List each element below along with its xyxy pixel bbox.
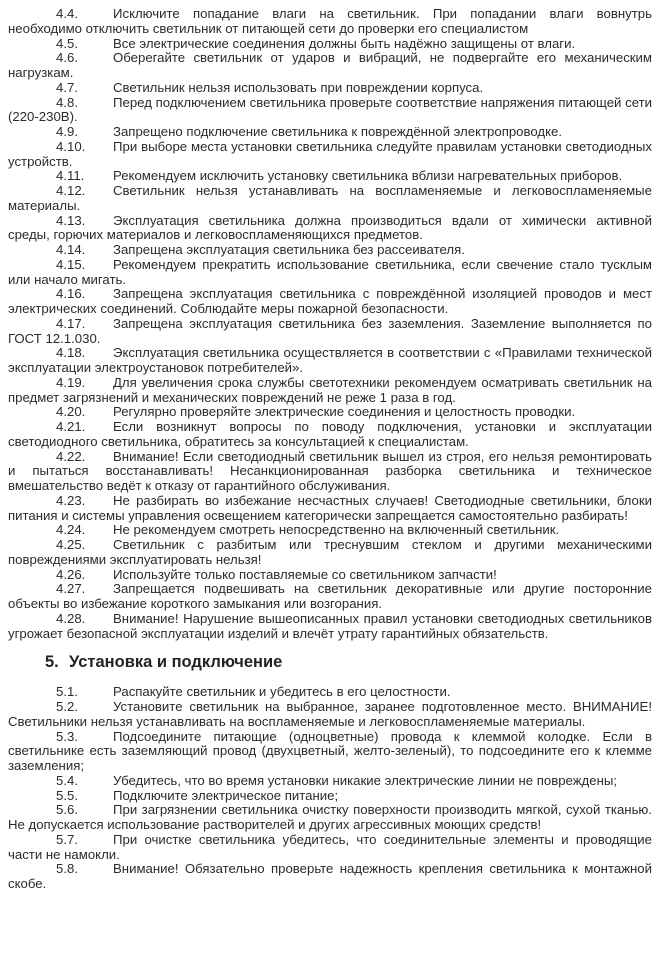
rule-text: Оберегайте светильник от ударов и вибраций, не подвергайте его механическим нагрузкам. — [8, 50, 652, 80]
rule-text: Подсоедините питающие (одноцветные) провода к клеммой колодке. Если в светильнике есть заземляющий провод (двухцветный, желто-зеленый), то подсоедините его к клемме заземления; — [8, 728, 652, 773]
rule-text: Запрещена эксплуатация светильника с повреждённой изоляцией проводов и мест электрических соединений. Соблюдайте меры пожарной безопасности. — [8, 286, 652, 316]
rule-number: 4.14. — [56, 242, 86, 257]
rule-number: 4.24. — [56, 522, 86, 538]
rule-paragraph — [8, 789, 652, 804]
rule-text: Перед подключением светильника проверьте соответствие напряжения питающей сети (220-230В). — [8, 94, 652, 125]
rule-paragraph — [8, 243, 652, 258]
section-4-safety-rules — [8, 7, 652, 641]
rule-paragraph — [8, 346, 652, 376]
rule-text: Распакуйте светильник и убедитесь в его целостности. — [113, 684, 451, 700]
rule-number: 4.4. — [56, 6, 78, 21]
rule-text: Убедитесь, что во время установки никакие электрические линии не повреждены; — [113, 772, 618, 788]
rule-text: Светильник нельзя использовать при повреждении корпуса. — [113, 79, 484, 95]
rule-number: 5.5. — [56, 787, 78, 803]
rule-number: 4.7. — [56, 79, 78, 95]
rule-text: При загрязнении светильника очистку поверхности производить мягкой, сухой тканью. Не допускается использование растворителей и других агрессивных моющих средств! — [8, 802, 652, 832]
rule-number: 4.13. — [56, 212, 86, 228]
rule-text: При выборе места установки светильника следуйте правилам установки светодиодных устройств. — [8, 138, 652, 169]
rule-text: При очистке светильника убедитесь, что соединительные элементы и проводящие части не намокли. — [8, 831, 652, 862]
rule-paragraph — [8, 568, 652, 583]
rule-paragraph — [8, 287, 652, 317]
rule-text: Запрещена эксплуатация светильника без заземления. Заземление выполняется по ГОСТ 12.1.030. — [8, 315, 652, 346]
rule-text: Эксплуатация светильника должна производиться вдали от химически активной среды, горючих материалов и легковоспламеняющихся предметов. — [8, 212, 652, 243]
rule-number: 4.10. — [56, 138, 86, 154]
rule-text: Установите светильник на выбранное, заранее подготовленное место. ВНИМАНИЕ! Светильники нельзя устанавливать на воспламеняемые и легковоспламеняемые материалы. — [8, 699, 652, 729]
rule-paragraph — [8, 258, 652, 288]
rule-number: 5.7. — [56, 831, 78, 847]
rule-paragraph — [8, 582, 652, 612]
rule-text: Светильник нельзя устанавливать на воспламеняемые и легковоспламеняемые материалы. — [8, 183, 652, 213]
rule-paragraph — [8, 317, 652, 347]
rule-paragraph — [8, 685, 652, 700]
rule-text: Подключите электрическое питание; — [113, 787, 339, 803]
rule-paragraph — [8, 523, 652, 538]
rule-paragraph — [8, 96, 652, 126]
rule-number: 4.17. — [56, 315, 86, 331]
rule-paragraph — [8, 862, 652, 892]
rule-paragraph — [8, 612, 652, 642]
rule-number: 4.15. — [56, 256, 86, 272]
rule-paragraph — [8, 81, 652, 96]
section-5-heading-title: Установка и подключение — [69, 653, 283, 672]
rule-paragraph — [8, 7, 652, 37]
rule-paragraph — [8, 420, 652, 450]
rule-paragraph — [8, 730, 652, 774]
rule-number: 4.18. — [56, 345, 86, 361]
section-5-heading-number: 5. — [45, 653, 59, 672]
rule-number: 4.22. — [56, 448, 86, 464]
rule-text: Запрещается подвешивать на светильник декоративные или другие посторонние объекты во избежание короткого замыкания или возгорания. — [8, 581, 652, 611]
rule-text: Внимание! Обязательно проверьте надежность крепления светильника к монтажной скобе. — [8, 861, 652, 891]
rule-text: Не разбирать во избежание несчастных случаев! Светодиодные светильники, блоки питания и системы управления освещением категорически запрещается самостоятельно разбирать! — [8, 492, 652, 523]
rule-number: 4.9. — [56, 124, 78, 139]
rule-text: Все электрические соединения должны быть надёжно защищены от влаги. — [113, 35, 576, 51]
rule-paragraph — [8, 494, 652, 524]
rule-paragraph — [8, 450, 652, 494]
rule-number: 4.27. — [56, 581, 86, 597]
rule-number: 4.21. — [56, 419, 86, 434]
rule-text: Для увеличения срока службы светотехники рекомендуем осматривать светильник на предмет загрязнений и механических повреждений не реже 1 раза в год. — [8, 374, 652, 405]
rule-number: 4.8. — [56, 94, 78, 110]
section-5-heading — [8, 653, 652, 672]
rule-number: 4.25. — [56, 537, 86, 552]
rule-text: Светильник с разбитым или треснувшим стеклом и другими механическими повреждениями эксплуатировать нельзя! — [8, 537, 652, 567]
rule-text: Рекомендуем прекратить использование светильника, если свечение стало тусклым или начало мигать. — [8, 256, 652, 287]
rule-paragraph — [8, 125, 652, 140]
rule-text: Внимание! Нарушение вышеописанных правил установки светодиодных светильников угрожает безопасной эксплуатации изделий и влечёт утрату гарантийных обязательств. — [8, 610, 652, 641]
rule-number: 5.4. — [56, 772, 78, 788]
rule-text: Если возникнут вопросы по поводу подключения, установки и эксплуатации светодиодного светильника, обратитесь за консультацией к специалистам. — [8, 419, 652, 449]
rule-paragraph — [8, 774, 652, 789]
rule-paragraph — [8, 405, 652, 420]
rule-paragraph — [8, 538, 652, 568]
rule-text: Не рекомендуем смотреть непосредственно на включенный светильник. — [113, 522, 560, 538]
rule-number: 4.5. — [56, 35, 78, 51]
rule-text: Исключите попадание влаги на светильник. При попадании влаги вовнутрь необходимо отключить светильник от питающей сети до проверки его специалистом — [8, 6, 652, 36]
rule-text: Рекомендуем исключить установку светильника вблизи нагревательных приборов. — [113, 168, 623, 184]
rule-paragraph — [8, 833, 652, 863]
rule-paragraph — [8, 184, 652, 214]
rule-number: 4.11. — [56, 168, 85, 184]
rule-paragraph — [8, 214, 652, 244]
rule-number: 5.2. — [56, 699, 78, 714]
rule-number: 5.6. — [56, 802, 78, 818]
rule-paragraph — [8, 376, 652, 406]
rule-text: Регулярно проверяйте электрические соединения и целостность проводки. — [113, 404, 576, 420]
rule-number: 4.23. — [56, 492, 86, 508]
rule-number: 5.3. — [56, 728, 78, 744]
rule-text: Используйте только поставляемые со светильником запчасти! — [113, 566, 497, 582]
rule-number: 4.6. — [56, 50, 78, 66]
rule-paragraph — [8, 169, 652, 184]
rule-text: Запрещена эксплуатация светильника без рассеивателя. — [113, 242, 465, 257]
section-5-installation-steps — [8, 685, 652, 892]
rule-number: 4.12. — [56, 183, 86, 198]
rule-text: Внимание! Если светодиодный светильник вышел из строя, его нельзя ремонтировать и пытаться восстанавливать! Несанкционированная разборка светильника и техническое вмешательство ведёт к отказу от гарантийного обслуживания. — [8, 448, 652, 493]
rule-paragraph — [8, 51, 652, 81]
rule-text: Эксплуатация светильника осуществляется в соответствии с «Правилами технической эксплуатации электроустановок потребителей». — [8, 345, 652, 375]
rule-paragraph — [8, 700, 652, 730]
rule-number: 4.20. — [56, 404, 86, 420]
rule-number: 4.16. — [56, 286, 86, 302]
rule-number: 5.1. — [56, 684, 78, 700]
rule-paragraph — [8, 140, 652, 170]
rule-number: 4.26. — [56, 566, 86, 582]
rule-text: Запрещено подключение светильника к повреждённой электропроводке. — [113, 124, 563, 139]
rule-paragraph — [8, 37, 652, 52]
rule-number: 4.19. — [56, 374, 86, 390]
rule-paragraph — [8, 803, 652, 833]
rule-number: 5.8. — [56, 861, 78, 877]
rule-number: 4.28. — [56, 610, 86, 626]
